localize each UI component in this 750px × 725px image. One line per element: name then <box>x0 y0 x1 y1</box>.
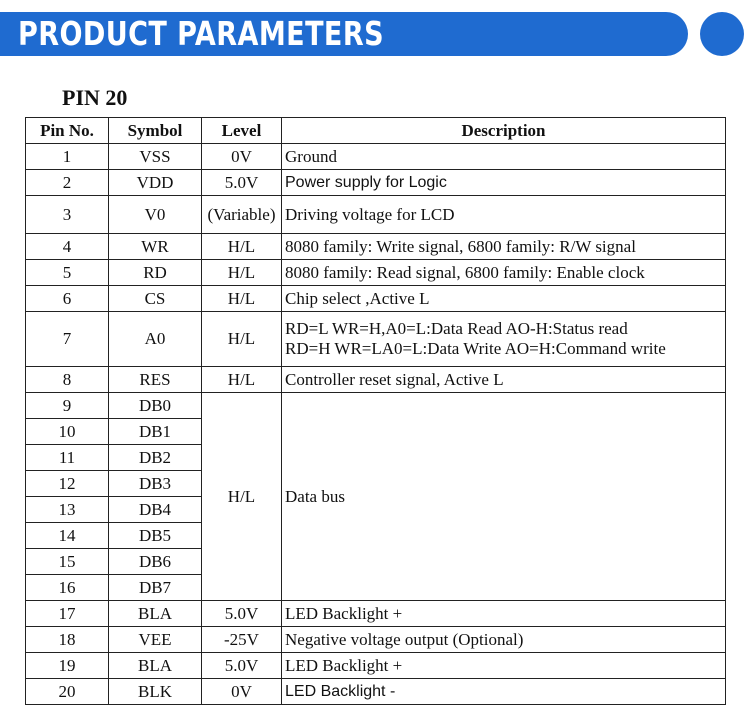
pin-symbol: DB6 <box>109 549 202 575</box>
pin-number: 12 <box>26 471 109 497</box>
databus-level: H/L <box>202 393 282 601</box>
pin-description: LED Backlight + <box>282 601 726 627</box>
pin-number: 20 <box>26 679 109 705</box>
table-row <box>26 260 726 286</box>
pin-symbol: V0 <box>109 196 202 234</box>
pin-symbol: DB0 <box>109 393 202 419</box>
pin-description: LED Backlight + <box>282 653 726 679</box>
pin-number: 18 <box>26 627 109 653</box>
pin-symbol: WR <box>109 234 202 260</box>
pin-number: 16 <box>26 575 109 601</box>
header-symbol: Symbol <box>109 118 202 144</box>
description-line: RD=H WR=LA0=L:Data Write AO=H:Command write <box>285 339 666 358</box>
pin-number: 14 <box>26 523 109 549</box>
pin-description: LED Backlight - <box>282 679 726 705</box>
section-title: PRODUCT PARAMETERS <box>18 14 384 53</box>
pin-number: 11 <box>26 445 109 471</box>
pin-description: Chip select ,Active L <box>282 286 726 312</box>
pin-number: 6 <box>26 286 109 312</box>
pin-symbol: BLA <box>109 601 202 627</box>
pin-symbol: DB1 <box>109 419 202 445</box>
section-banner <box>0 12 688 56</box>
pin-table <box>25 117 726 705</box>
pin-number: 19 <box>26 653 109 679</box>
pin-symbol: VDD <box>109 170 202 196</box>
pin-level: 0V <box>202 679 282 705</box>
pin-symbol: VEE <box>109 627 202 653</box>
pin-symbol: DB3 <box>109 471 202 497</box>
description-line: RD=L WR=H,A0=L:Data Read AO-H:Status read <box>285 319 628 338</box>
pin-symbol: DB2 <box>109 445 202 471</box>
pin-level: 5.0V <box>202 170 282 196</box>
table-header-row <box>26 118 726 144</box>
pin-level: 5.0V <box>202 601 282 627</box>
table-row <box>26 312 726 367</box>
pin-symbol: RD <box>109 260 202 286</box>
pin-symbol: A0 <box>109 312 202 367</box>
table-row <box>26 653 726 679</box>
pin-level: (Variable) <box>202 196 282 234</box>
header-description: Description <box>282 118 726 144</box>
pin-description: Controller reset signal, Active L <box>282 367 726 393</box>
pin-number: 9 <box>26 393 109 419</box>
pin-description: Power supply for Logic <box>282 170 726 196</box>
pin-symbol: RES <box>109 367 202 393</box>
pin-number: 10 <box>26 419 109 445</box>
table-row <box>26 627 726 653</box>
pin-symbol: CS <box>109 286 202 312</box>
header-pin-no: Pin No. <box>26 118 109 144</box>
table-row <box>26 144 726 170</box>
pin-symbol: DB4 <box>109 497 202 523</box>
pin-number: 3 <box>26 196 109 234</box>
pin-level: H/L <box>202 234 282 260</box>
pin-number: 17 <box>26 601 109 627</box>
pin-level: H/L <box>202 312 282 367</box>
pin-description: 8080 family: Write signal, 6800 family: R/W signal <box>282 234 726 260</box>
pin-number: 15 <box>26 549 109 575</box>
pin-number: 2 <box>26 170 109 196</box>
pin-symbol: VSS <box>109 144 202 170</box>
banner-circle-decoration <box>700 12 744 56</box>
pin-count-heading: PIN 20 <box>62 85 128 110</box>
pin-symbol: DB5 <box>109 523 202 549</box>
pin-symbol: BLK <box>109 679 202 705</box>
table-row <box>26 679 726 705</box>
pin-number: 8 <box>26 367 109 393</box>
pin-level: H/L <box>202 260 282 286</box>
table-row <box>26 367 726 393</box>
table-row <box>26 170 726 196</box>
table-row <box>26 286 726 312</box>
pin-level: -25V <box>202 627 282 653</box>
pin-number: 13 <box>26 497 109 523</box>
pin-number: 1 <box>26 144 109 170</box>
header-level: Level <box>202 118 282 144</box>
pin-description: Ground <box>282 144 726 170</box>
pin-level: H/L <box>202 286 282 312</box>
pin-level: H/L <box>202 367 282 393</box>
pin-number: 7 <box>26 312 109 367</box>
pin-symbol: BLA <box>109 653 202 679</box>
table-row <box>26 234 726 260</box>
pin-description: Driving voltage for LCD <box>282 196 726 234</box>
pin-symbol: DB7 <box>109 575 202 601</box>
databus-description: Data bus <box>282 393 726 601</box>
pin-number: 5 <box>26 260 109 286</box>
pin-description: 8080 family: Read signal, 6800 family: Enable clock <box>282 260 726 286</box>
table-row <box>26 393 726 419</box>
table-row <box>26 601 726 627</box>
pin-description: Negative voltage output (Optional) <box>282 627 726 653</box>
pin-level: 0V <box>202 144 282 170</box>
pin-level: 5.0V <box>202 653 282 679</box>
pin-number: 4 <box>26 234 109 260</box>
pin-description <box>282 312 726 367</box>
table-row <box>26 196 726 234</box>
